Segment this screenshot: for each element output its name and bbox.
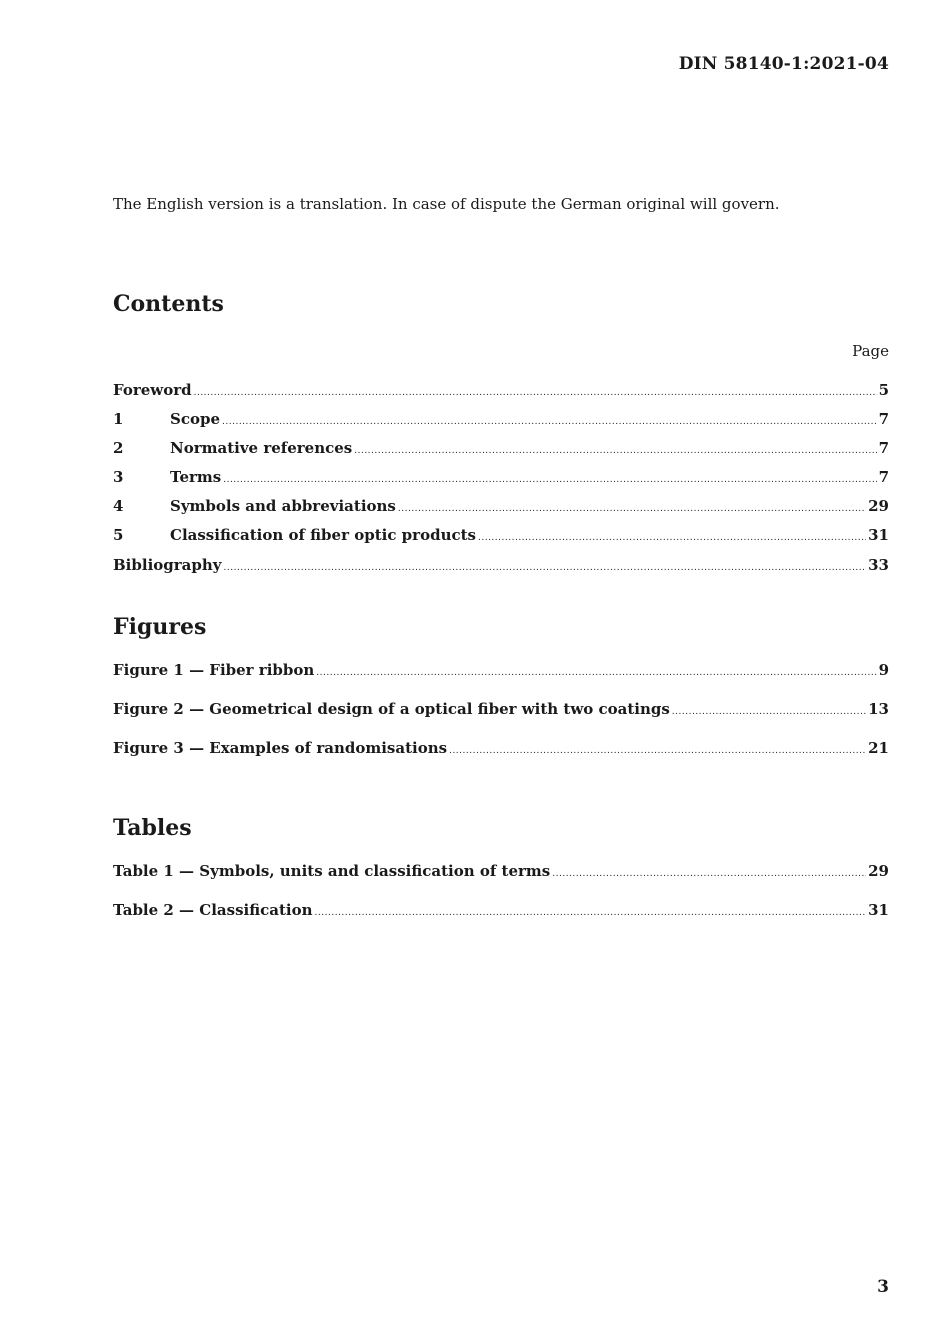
figure-entry-page: 21 <box>868 739 889 757</box>
page-column-label: Page <box>852 342 889 360</box>
toc-entry-terms[interactable] <box>113 467 889 487</box>
toc-entry-title: Bibliography <box>113 556 222 574</box>
toc-entry-classification[interactable] <box>113 525 889 545</box>
toc-entry-bibliography[interactable] <box>113 555 889 575</box>
toc-leader-dots <box>223 470 876 490</box>
toc-leader-dots <box>194 383 877 403</box>
toc-entry-title: Classification of fiber optic products <box>170 526 476 544</box>
table-entry-title: Table 2 — Classification <box>113 901 313 919</box>
figure-entry-page: 9 <box>878 661 889 679</box>
table-entry-title: Table 1 — Symbols, units and classification of terms <box>113 862 551 880</box>
toc-entry-page: 31 <box>868 526 889 544</box>
figures-heading: Figures <box>113 614 207 640</box>
toc-entry-title: Symbols and abbreviations <box>170 497 396 515</box>
toc-leader-dots <box>316 663 876 683</box>
toc-entry-number: 3 <box>113 468 124 486</box>
table-entry-page: 31 <box>868 901 889 919</box>
document-identifier: DIN 58140-1:2021-04 <box>678 54 889 74</box>
toc-leader-dots <box>222 412 877 432</box>
toc-leader-dots <box>354 441 876 461</box>
toc-leader-dots <box>478 528 866 548</box>
toc-entry-number: 4 <box>113 497 124 515</box>
table-entry-2[interactable] <box>113 900 889 920</box>
table-entry-1[interactable] <box>113 861 889 881</box>
toc-entry-normative-references[interactable] <box>113 438 889 458</box>
toc-entry-symbols-abbreviations[interactable] <box>113 496 889 516</box>
toc-leader-dots <box>449 741 866 761</box>
figure-entry-2[interactable] <box>113 699 889 719</box>
toc-entry-page: 5 <box>878 381 889 399</box>
translation-note: The English version is a translation. In case of dispute the German original will govern. <box>113 195 780 213</box>
toc-entry-page: 7 <box>878 468 889 486</box>
toc-leader-dots <box>315 903 867 923</box>
toc-leader-dots <box>672 702 866 722</box>
toc-entry-number: 1 <box>113 410 124 428</box>
tables-heading: Tables <box>113 815 192 841</box>
figure-entry-3[interactable] <box>113 738 889 758</box>
figure-entry-title: Figure 3 — Examples of randomisations <box>113 739 448 757</box>
toc-leader-dots <box>224 558 867 578</box>
figure-entry-title: Figure 1 — Fiber ribbon <box>113 661 315 679</box>
toc-entry-page: 7 <box>878 410 889 428</box>
contents-heading: Contents <box>113 291 224 317</box>
toc-entry-title: Foreword <box>113 381 192 399</box>
toc-entry-title: Scope <box>170 410 221 428</box>
toc-entry-page: 7 <box>878 439 889 457</box>
toc-entry-page: 29 <box>868 497 889 515</box>
toc-leader-dots <box>398 499 866 519</box>
figure-entry-1[interactable] <box>113 660 889 680</box>
table-entry-page: 29 <box>868 862 889 880</box>
toc-entry-scope[interactable] <box>113 409 889 429</box>
toc-entry-foreword[interactable] <box>113 380 889 400</box>
toc-entry-page: 33 <box>868 556 889 574</box>
toc-leader-dots <box>552 864 866 884</box>
figure-entry-page: 13 <box>868 700 889 718</box>
toc-entry-number: 2 <box>113 439 124 457</box>
figure-entry-title: Figure 2 — Geometrical design of a optical fiber with two coatings <box>113 700 670 718</box>
page-number: 3 <box>877 1277 889 1297</box>
toc-entry-number: 5 <box>113 526 124 544</box>
toc-entry-title: Terms <box>170 468 222 486</box>
toc-entry-title: Normative references <box>170 439 353 457</box>
